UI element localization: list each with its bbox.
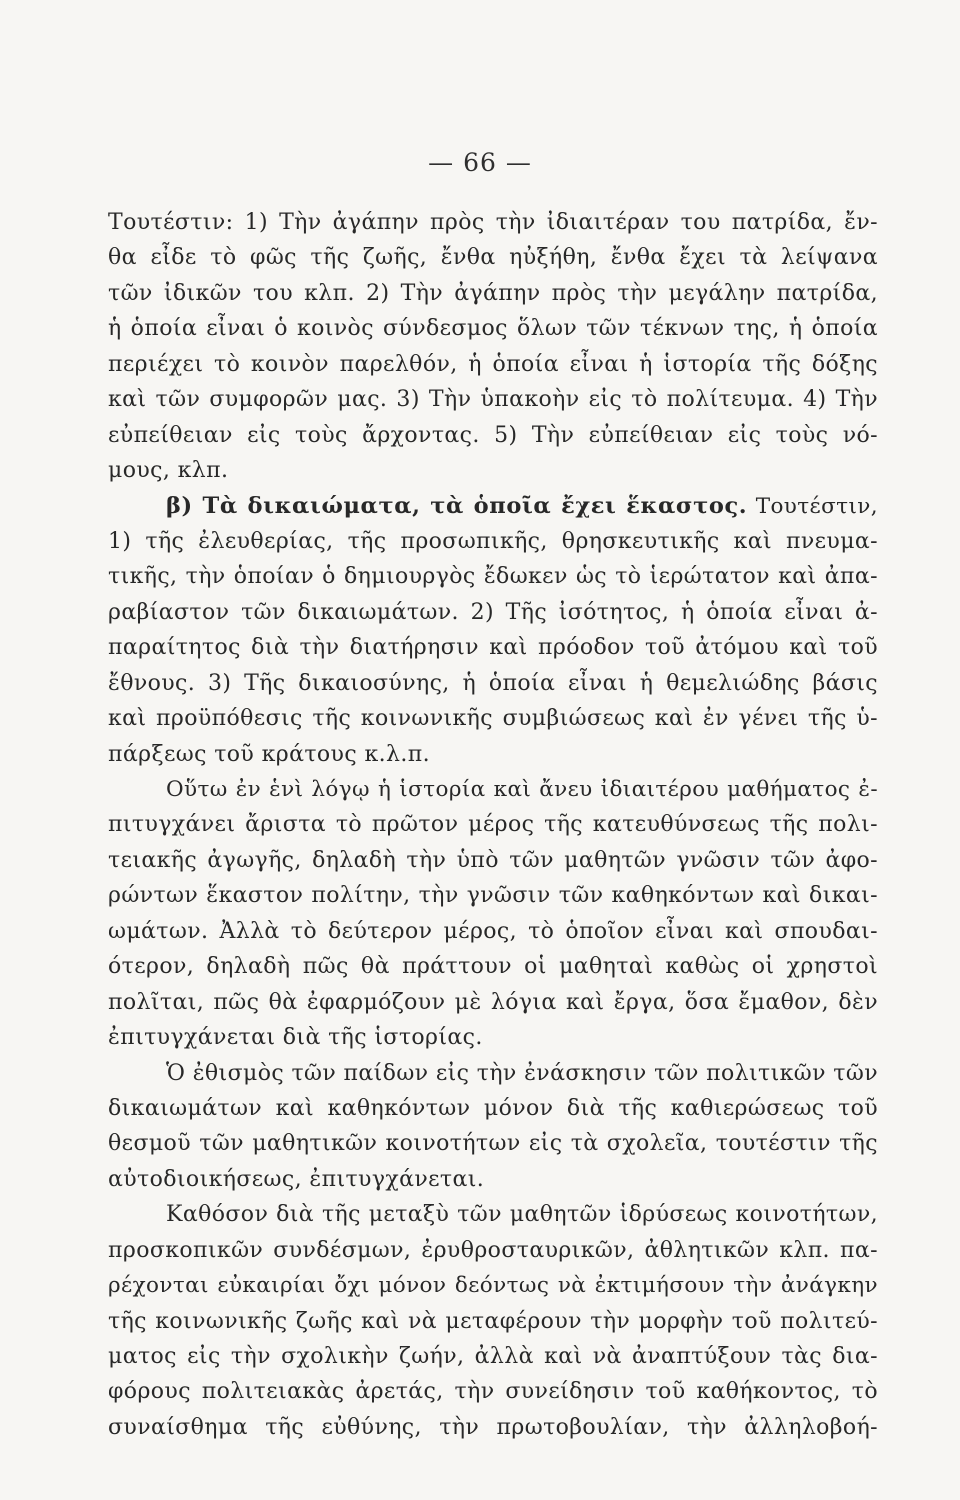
text-line: πάρξεως τοῦ κράτους κ.λ.π. [108,741,430,767]
page-number: — 66 — [428,148,532,177]
text-line: ρέχονται εὐκαιρίαι ὄχι μόνον δεόντως νὰ ἐκτιμήσουν τὴν ἀνάγκην [108,1273,878,1299]
heading-tail: Τουτέστιν, [747,493,878,519]
text-line: ραβίαστον τῶν δικαιωμάτων. 2) Τῆς ἰσότητος, ἡ ὁποία εἶναι ἀ- [108,599,878,625]
text-line: Καθόσον διὰ τῆς μεταξὺ τῶν μαθητῶν ἱδρύσεως κοινοτήτων, [166,1202,878,1228]
text-line: Οὕτω ἐν ἑνὶ λόγῳ ἡ ἱστορία καὶ ἄνευ ἰδιαιτέρου μαθήματος ἐ- [166,777,878,802]
text-line: φόρους πολιτειακὰς ἀρετάς, τὴν συνείδησιν τοῦ καθήκοντος, τὸ [108,1379,878,1405]
text-line: Τουτέστιν: 1) Τὴν ἀγάπην πρὸς τὴν ἰδιαιτέραν του πατρίδα, ἔν- [108,210,878,235]
text-line: παραίτητος διὰ τὴν διατήρησιν καὶ πρόοδον τοῦ ἀτόμου καὶ τοῦ [108,635,878,661]
text-line: ρώντων ἕκαστον πολίτην, τὴν γνῶσιν τῶν καθηκόντων καὶ δικαι- [108,883,878,909]
text-line: τῆς κοινωνικῆς ζωῆς καὶ νὰ μεταφέρουν τὴν μορφὴν τοῦ πολιτεύ- [108,1308,878,1334]
text-line: αὐτοδιοικήσεως, ἐπιτυγχάνεται. [108,1166,485,1192]
text-line: τῶν ἰδικῶν του κλπ. 2) Τὴν ἀγάπην πρὸς τὴν μεγάλην πατρίδα, [108,280,878,306]
section-heading-line [108,489,878,524]
text-line: προσκοπικῶν συνδέσμων, ἐρυθροσταυρικῶν, ἀθλητικῶν κλπ. πα- [108,1237,878,1263]
text-line: μους, κλπ. [108,458,229,484]
text-line: ματος εἰς τὴν σχολικὴν ζωήν, ἀλλὰ καὶ νὰ ἀναπτύξουν τὰς δια- [108,1344,878,1369]
text-line: θα εἶδε τὸ φῶς τῆς ζωῆς, ἔνθα ηὐξήθη, ἔνθα ἔχει τὰ λείψανα [108,245,878,271]
text-line: συναίσθημα τῆς εὐθύνης, τὴν πρωτοβουλίαν, τὴν ἀλληλοβοή- [108,1414,878,1440]
text-line: Ὁ ἐθισμὸς τῶν παίδων εἰς τὴν ἐνάσκησιν τῶν πολιτικῶν τῶν [166,1060,878,1086]
text-line: εὐπείθειαν εἰς τοὺς ἄρχοντας. 5) Τὴν εὐπείθειαν εἰς τοὺς νό- [108,422,878,448]
section-heading: β) Τὰ δικαιώματα, τὰ ὁποῖα ἔχει ἕκαστος. [166,492,748,519]
text-line: περιέχει τὸ κοινὸν παρελθόν, ἡ ὁποία εἶναι ἡ ἱστορία τῆς δόξης [108,351,878,377]
text-line: καὶ προϋπόθεσις τῆς κοινωνικῆς συμβιώσεως καὶ ἐν γένει τῆς ὑ- [108,706,878,732]
text-line: ἐπιτυγχάνεται διὰ τῆς ἱστορίας. [108,1025,483,1051]
text-line: πολῖται, πῶς θὰ ἐφαρμόζουν μὲ λόγια καὶ ἔργα, ὅσα ἔμαθον, δὲν [108,989,878,1015]
text-line: τικῆς, τὴν ὁποίαν ὁ δημιουργὸς ἔδωκεν ὡς τὸ ἱερώτατον καὶ ἀπα- [108,564,878,590]
body-text [108,205,878,1445]
text-line: ότερον, δηλαδὴ πῶς θὰ πράττουν οἱ μαθηταὶ καθὼς οἱ χρηστοὶ [108,954,878,980]
text-line: τειακῆς ἀγωγῆς, δηλαδὴ τὴν ὑπὸ τῶν μαθητῶν γνῶσιν τῶν ἀφο- [108,847,878,873]
text-line: καὶ τῶν συμφορῶν μας. 3) Τὴν ὑπακοὴν εἰς τὸ πολίτευμα. 4) Τὴν [108,387,878,413]
text-line: ἡ ὁποία εἶναι ὁ κοινὸς σύνδεσμος ὅλων τῶν τέκνων της, ἡ ὁποία [108,316,878,342]
text-line: ἔθνους. 3) Τῆς δικαιοσύνης, ἡ ὁποία εἶναι ἡ θεμελιώδης βάσις [108,670,878,696]
text-line: θεσμοῦ τῶν μαθητικῶν κοινοτήτων εἰς τὰ σχολεῖα, τουτέστιν τῆς [108,1131,878,1157]
text-line: ωμάτων. Ἀλλὰ τὸ δεύτερον μέρος, τὸ ὁποῖον εἶναι καὶ σπουδαι- [108,918,878,944]
text-line: δικαιωμάτων καὶ καθηκόντων μόνον διὰ τῆς καθιερώσεως τοῦ [108,1095,878,1121]
text-line: 1) τῆς ἐλευθερίας, τῆς προσωπικῆς, θρησκευτικῆς καὶ πνευμα- [108,528,878,554]
text-line: πιτυγχάνει ἄριστα τὸ πρῶτον μέρος τῆς κατευθύνσεως τῆς πολι- [108,812,878,838]
